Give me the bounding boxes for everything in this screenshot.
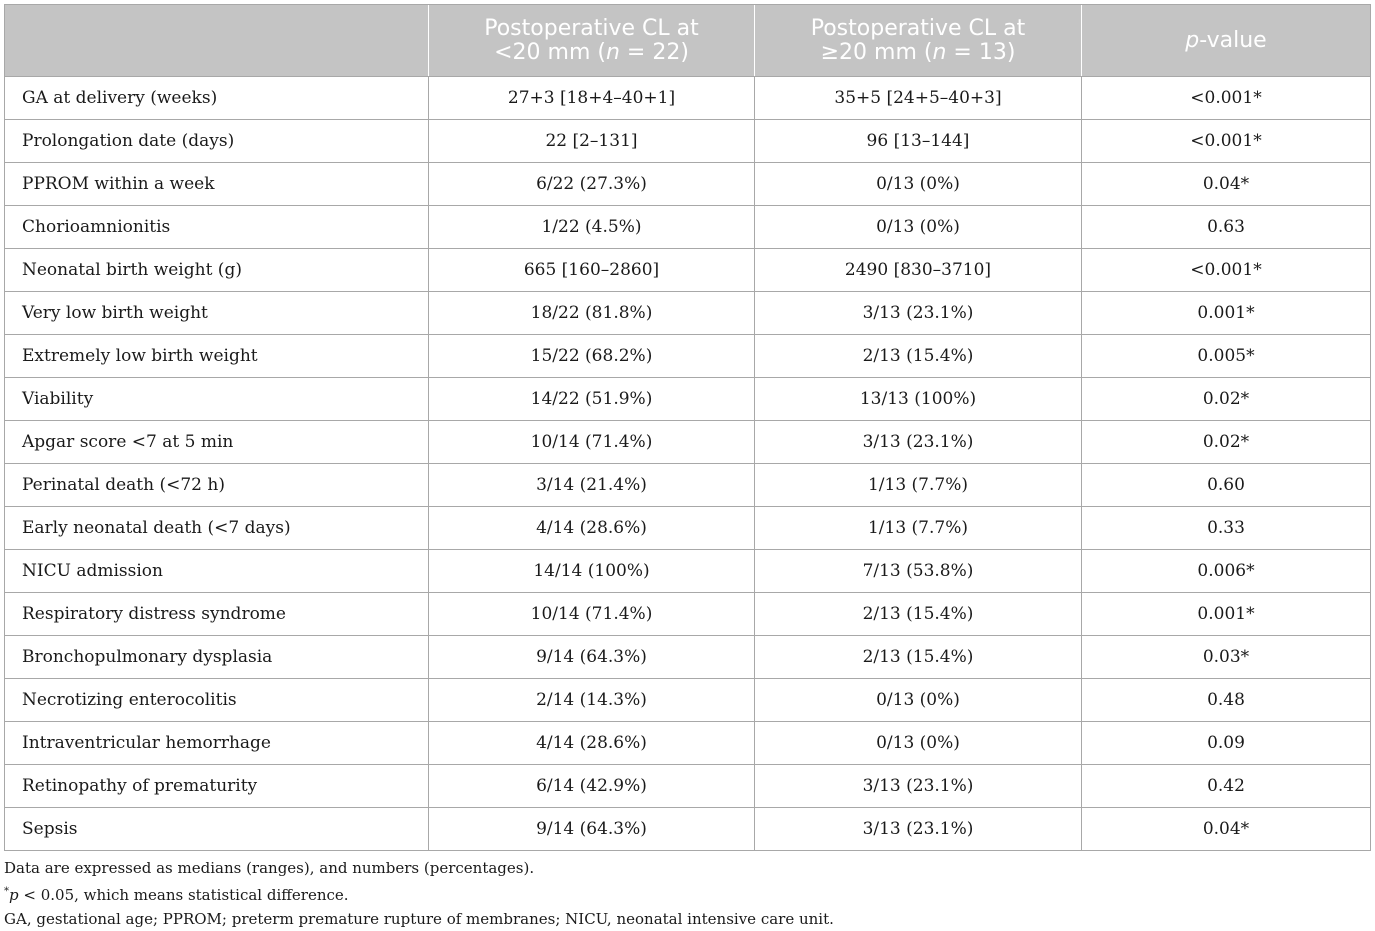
cell-cl-ge20: 13/13 (100%) xyxy=(755,378,1082,421)
table-row xyxy=(5,593,1371,636)
cell-cl-ge20: 3/13 (23.1%) xyxy=(755,421,1082,464)
table-row xyxy=(5,77,1371,120)
cell-p-value: 0.04* xyxy=(1082,808,1371,851)
cell-cl-lt20: 14/22 (51.9%) xyxy=(429,378,755,421)
cell-cl-lt20: 9/14 (64.3%) xyxy=(429,636,755,679)
cell-p-value: <0.001* xyxy=(1082,77,1371,120)
cell-cl-lt20: 9/14 (64.3%) xyxy=(429,808,755,851)
footnote-abbreviations: GA, gestational age; PPROM; preterm premature rupture of membranes; NICU, neonatal intensive care unit. xyxy=(4,910,834,928)
header-cl-lt20 xyxy=(429,5,755,77)
row-label: Chorioamnionitis xyxy=(5,206,429,249)
cell-p-value: 0.02* xyxy=(1082,378,1371,421)
header-cl-lt20-line1: Postoperative CL at xyxy=(484,15,699,41)
header-p-suffix: -value xyxy=(1199,27,1267,53)
row-label: Apgar score <7 at 5 min xyxy=(5,421,429,464)
header-variable xyxy=(5,5,429,77)
cell-p-value: 0.04* xyxy=(1082,163,1371,206)
row-label: Viability xyxy=(5,378,429,421)
table-body xyxy=(5,77,1371,851)
header-cl-ge20-suffix: = 13) xyxy=(946,39,1016,65)
cell-cl-lt20: 6/22 (27.3%) xyxy=(429,163,755,206)
table-row xyxy=(5,206,1371,249)
cell-p-value: <0.001* xyxy=(1082,120,1371,163)
cell-cl-lt20: 10/14 (71.4%) xyxy=(429,593,755,636)
cell-cl-ge20: 0/13 (0%) xyxy=(755,722,1082,765)
cell-cl-lt20: 18/22 (81.8%) xyxy=(429,292,755,335)
row-label: Neonatal birth weight (g) xyxy=(5,249,429,292)
row-label: Perinatal death (<72 h) xyxy=(5,464,429,507)
table-row xyxy=(5,636,1371,679)
cell-cl-lt20: 4/14 (28.6%) xyxy=(429,722,755,765)
table-row xyxy=(5,464,1371,507)
footnote-data-expression: Data are expressed as medians (ranges), and numbers (percentages). xyxy=(4,859,535,877)
cell-cl-lt20: 1/22 (4.5%) xyxy=(429,206,755,249)
table-row xyxy=(5,507,1371,550)
table-row xyxy=(5,765,1371,808)
row-label: Prolongation date (days) xyxy=(5,120,429,163)
table-row xyxy=(5,421,1371,464)
table-row xyxy=(5,335,1371,378)
cell-cl-ge20: 3/13 (23.1%) xyxy=(755,765,1082,808)
cell-cl-lt20: 22 [2–131] xyxy=(429,120,755,163)
table-row xyxy=(5,249,1371,292)
cell-p-value: 0.001* xyxy=(1082,292,1371,335)
header-cl-lt20-n: n xyxy=(605,39,620,65)
header-cl-ge20-n: n xyxy=(932,39,947,65)
cell-p-value: 0.48 xyxy=(1082,679,1371,722)
row-label: Respiratory distress syndrome xyxy=(5,593,429,636)
cell-cl-lt20: 3/14 (21.4%) xyxy=(429,464,755,507)
cell-cl-ge20: 96 [13–144] xyxy=(755,120,1082,163)
row-label: Early neonatal death (<7 days) xyxy=(5,507,429,550)
cell-cl-ge20: 2490 [830–3710] xyxy=(755,249,1082,292)
cell-cl-ge20: 1/13 (7.7%) xyxy=(755,464,1082,507)
table-row xyxy=(5,550,1371,593)
footnote-significance-text: < 0.05, which means statistical difference. xyxy=(18,886,349,904)
cell-p-value: 0.001* xyxy=(1082,593,1371,636)
cell-cl-ge20: 2/13 (15.4%) xyxy=(755,335,1082,378)
table-row xyxy=(5,120,1371,163)
row-label: Bronchopulmonary dysplasia xyxy=(5,636,429,679)
cell-cl-lt20: 665 [160–2860] xyxy=(429,249,755,292)
cell-cl-ge20: 3/13 (23.1%) xyxy=(755,808,1082,851)
header-cl-ge20-prefix: ≥20 mm ( xyxy=(820,39,933,65)
cell-cl-lt20: 27+3 [18+4–40+1] xyxy=(429,77,755,120)
table-row xyxy=(5,292,1371,335)
cell-p-value: 0.09 xyxy=(1082,722,1371,765)
cell-cl-ge20: 3/13 (23.1%) xyxy=(755,292,1082,335)
cell-cl-ge20: 0/13 (0%) xyxy=(755,679,1082,722)
cell-cl-ge20: 2/13 (15.4%) xyxy=(755,636,1082,679)
cell-cl-ge20: 35+5 [24+5–40+3] xyxy=(755,77,1082,120)
cell-p-value: 0.005* xyxy=(1082,335,1371,378)
footnote-star: * xyxy=(4,886,9,897)
cell-cl-lt20: 14/14 (100%) xyxy=(429,550,755,593)
header-cl-ge20-line2 xyxy=(765,41,1071,65)
row-label: Extremely low birth weight xyxy=(5,335,429,378)
cell-cl-ge20: 0/13 (0%) xyxy=(755,206,1082,249)
cell-p-value: 0.02* xyxy=(1082,421,1371,464)
cell-cl-lt20: 4/14 (28.6%) xyxy=(429,507,755,550)
cell-cl-ge20: 2/13 (15.4%) xyxy=(755,593,1082,636)
table-row xyxy=(5,808,1371,851)
header-cl-lt20-prefix: <20 mm ( xyxy=(494,39,606,65)
row-label: NICU admission xyxy=(5,550,429,593)
cell-cl-lt20: 2/14 (14.3%) xyxy=(429,679,755,722)
cell-cl-lt20: 6/14 (42.9%) xyxy=(429,765,755,808)
row-label: PPROM within a week xyxy=(5,163,429,206)
table-row xyxy=(5,679,1371,722)
cell-p-value: 0.63 xyxy=(1082,206,1371,249)
cell-cl-lt20: 10/14 (71.4%) xyxy=(429,421,755,464)
outcomes-table xyxy=(4,4,1371,851)
cell-p-value: <0.001* xyxy=(1082,249,1371,292)
header-cl-ge20 xyxy=(755,5,1082,77)
row-label: GA at delivery (weeks) xyxy=(5,77,429,120)
cell-p-value: 0.03* xyxy=(1082,636,1371,679)
table-row xyxy=(5,722,1371,765)
row-label: Necrotizing enterocolitis xyxy=(5,679,429,722)
cell-cl-lt20: 15/22 (68.2%) xyxy=(429,335,755,378)
header-cl-lt20-suffix: = 22) xyxy=(619,39,689,65)
table-header xyxy=(5,5,1371,77)
cell-cl-ge20: 7/13 (53.8%) xyxy=(755,550,1082,593)
cell-p-value: 0.33 xyxy=(1082,507,1371,550)
results-table-container xyxy=(4,4,1370,851)
cell-p-value: 0.006* xyxy=(1082,550,1371,593)
row-label: Very low birth weight xyxy=(5,292,429,335)
table-row xyxy=(5,163,1371,206)
header-p-letter: p xyxy=(1185,27,1200,53)
footnote-significance xyxy=(4,880,1370,907)
header-row xyxy=(5,5,1371,77)
row-label: Sepsis xyxy=(5,808,429,851)
header-cl-ge20-line1: Postoperative CL at xyxy=(810,15,1026,41)
row-label: Intraventricular hemorrhage xyxy=(5,722,429,765)
footnote-p-letter: p xyxy=(9,886,19,904)
table-row xyxy=(5,378,1371,421)
row-label: Retinopathy of prematurity xyxy=(5,765,429,808)
header-cl-lt20-line2 xyxy=(439,41,744,65)
cell-p-value: 0.42 xyxy=(1082,765,1371,808)
cell-cl-ge20: 0/13 (0%) xyxy=(755,163,1082,206)
cell-p-value: 0.60 xyxy=(1082,464,1371,507)
header-p-value xyxy=(1082,5,1371,77)
table-footnotes xyxy=(4,856,1370,931)
cell-cl-ge20: 1/13 (7.7%) xyxy=(755,507,1082,550)
